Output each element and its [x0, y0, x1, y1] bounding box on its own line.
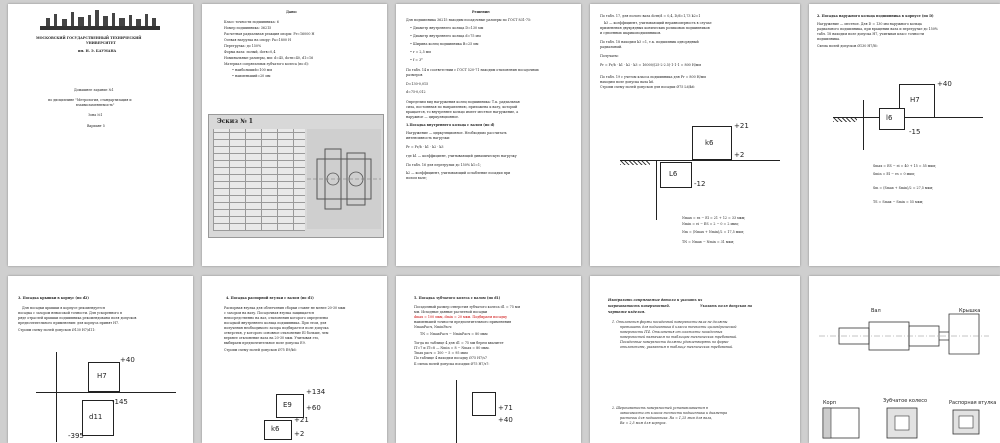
nominal-axis [656, 160, 657, 220]
given-title: Дано: [286, 10, 297, 14]
field-label-H7: H7 [910, 96, 920, 104]
solution-line: По табл. 16 для перегрузки до 150% k1=1; [406, 163, 482, 167]
section-line: наименьшей точности предпочтительного применения [414, 320, 512, 324]
section-title: 5. Посадка зубчатого колеса с валом (по d1) [414, 296, 501, 300]
section-line: По таблице 4 находим посадку Ø75 H7/s7 [414, 356, 487, 360]
given-line: Номинальные размеры, мм: d=45, dотв=40, d1=16 [224, 56, 314, 60]
tolerance-field-d11 [82, 400, 114, 436]
section-line: Б схема полей допуска посадки Ø75 H7/s7: [414, 362, 490, 366]
requirement-line: Ra = 2,5 мкм для корпуса. [620, 421, 667, 425]
fit-formula: TS = Smax − Smin = 55 мкм; [873, 200, 924, 204]
requirements-title3: Указать поля допусков на [700, 304, 753, 308]
sketch-photo [208, 114, 384, 238]
solution-line: • Ширина колец подшипника B=25 мм [410, 42, 479, 46]
fit-formula: Smin = EI − es = 0 мкм; [873, 172, 915, 176]
page-10-drawings [809, 276, 1000, 443]
requirements-title4: чертеже изделия. [608, 310, 646, 314]
deviation-es: -145 [112, 398, 128, 406]
deviation-ES: +40 [120, 356, 135, 364]
page-4-calc [590, 4, 800, 266]
section-line: радиального подшипника, при вращении вала и перегрузке до 150% [817, 27, 938, 31]
field-label-L6: L6 [669, 170, 678, 178]
section-line: Посадочный размер отверстия зубчатого колеса d1 = 75 мм [414, 305, 521, 309]
fit-formula: Smax = ES − ei = 40 + 15 = 55 мкм; [873, 164, 937, 168]
fit-formula: Nmin = ei − ES = 2 − 0 = 2 мкм; [682, 222, 739, 226]
sketch-table [213, 129, 305, 231]
requirement-line: 1. Отклонения формы посадочной поверхности вала не должны [612, 320, 728, 324]
section-line-highlight: dmax = 100 мкм, dmin = 20 мкм. Подбираем посадку [414, 315, 508, 319]
section-line: Схема полей допусков Ø130 H7/l6: [817, 44, 878, 48]
solution-line: D=130-0,015 [406, 82, 429, 86]
given-line: Осевая нагрузка на опору: Fa=1800 Н [224, 38, 291, 42]
section-line: непосредственно на вал, отклонения которого определены [224, 316, 328, 320]
solution-line: d=75-0,012 [406, 90, 426, 94]
solution-line: интенсивность нагрузки: [406, 136, 451, 140]
calc-line: применения двухрядных конических роликовых подшипников [600, 26, 710, 30]
page-2-given [202, 4, 387, 266]
requirement-line: поверхностей назначаем по таблицам технических требований. [620, 335, 738, 339]
given-line: • наименьший=20 мм [232, 74, 271, 78]
solution-line: • Диаметр внутреннего кольца D=130 мм [410, 26, 484, 30]
page-3-solution [396, 4, 581, 266]
variant-label: Вариант 5 [87, 124, 105, 128]
nominal-axis [863, 100, 864, 150]
solution-line: где k1 — коэффициент, учитывающий динамическую нагрузку [406, 154, 517, 158]
university-name-line3: им. Н. Э. БАУМАНА [78, 49, 117, 53]
page-1-title [8, 4, 193, 266]
section-line: мм. Исходные данные расчетной посадки [414, 310, 488, 314]
housing-drawing-icon [817, 402, 867, 442]
solution-line: полом вале; [406, 176, 427, 180]
deviation-ES: +40 [937, 80, 952, 88]
solution-line: сила, постоянная по направлению, приложена к валу, который [406, 105, 518, 109]
calc-line: Pr = Fr/b · k1 · k2 · k3 = 16000/(25-2·2.5)·1·1·1 = 800 Н/мм [600, 63, 701, 67]
section-line: Тогда по таблице 4 для d1 = 75 мм берем квалитет [414, 341, 504, 345]
section-line: IT=7 и IT=8 — Nmin = 8 − Nmax = 80 мкм. [414, 346, 490, 350]
section-line: посадка с зазором невысокой точности. Для ускоренного в [18, 311, 122, 315]
housing-label: Корп [823, 400, 837, 406]
requirement-line: превышать для подшипника 6 класса точности цилиндрической [620, 325, 737, 329]
requirement-line: расточки для подшипника. Ra = 1,25 мкм для вала, [620, 416, 713, 420]
solution-line: наружное — циркуляционное. [406, 115, 460, 119]
section-line: предпочтительного применения: для корпуса принят H7. [18, 321, 120, 325]
field-label-k6: k6 [705, 139, 714, 147]
deviation-ES: +134 [306, 388, 326, 396]
given-line: Класс точности подшипника: 6 [224, 20, 279, 24]
section-line: TN = NmaxРасч − NminРасч = 80 мкм [420, 332, 488, 336]
section-line: Строим схему полей допусков Ø75 E9/k6: [224, 348, 297, 352]
field-label-E9: E9 [283, 401, 292, 409]
page-8-gear [396, 276, 581, 443]
solution-line: размеров [406, 73, 423, 77]
subject-line2: взаимозаменяемость" [76, 103, 115, 107]
fit-formula: TN = Nmax − Nmin = 31 мкм; [682, 240, 735, 244]
section-line: NmaxРасч, NminРасч [414, 325, 452, 329]
calc-line: Строим схему полей допусков для посадки Ø75 L6/k6: [600, 85, 696, 89]
deviation-es: +71 [498, 404, 513, 412]
given-line: Номер подшипника: 36215 [224, 26, 272, 30]
solution-line: По табл. 14 в соответствии с ГОСТ 520-71 находим отклонения посадочных [406, 68, 539, 72]
zone-label: Зона №1 [88, 113, 103, 117]
section-line: Распорная втулка для облегчения сборки ставят не менее 20-30 мкм [224, 306, 346, 310]
deviation-es: +21 [734, 122, 749, 130]
cover-label: Крышка [959, 308, 981, 314]
university-emblem-icon [40, 10, 160, 32]
deviation-es: +21 [294, 416, 309, 424]
section-title: 3. Посадка крышки в корпус (по d2) [18, 296, 89, 300]
page-5-outer-ring [809, 4, 1000, 266]
tolerance-field-k6 [264, 420, 292, 440]
given-line: Форма вала: полый, dотв=0,4 [224, 50, 276, 54]
tolerance-field-H7 [88, 362, 120, 392]
fit-formula: Nmax = es − EI = 21 + 12 = 33 мкм; [682, 216, 746, 220]
nominal-axis [456, 380, 457, 443]
section-line: Строим схему полей допусков Ø130 H7/d11: [18, 328, 96, 332]
solution-line: 1.Посадка внутреннего кольца с валом (по d) [406, 123, 495, 127]
solution-line: Определим вид нагружения колец подшипника: Т.к. радиальная [406, 100, 520, 104]
zero-line-hatch [833, 118, 857, 122]
section-line: посадкой внутреннего кольца подшипника. При этом, для [224, 321, 327, 325]
section-line: Нагружение — местное. Для D = 130 мм наружного кольца [817, 22, 922, 26]
nominal-axis [56, 352, 57, 442]
deviation-ei: +40 [498, 416, 513, 424]
deviation-ei: +2 [294, 430, 305, 438]
solution-line: Pr = Fr/b · k1 · k2 · k3 [406, 145, 444, 149]
homework-title: Домашнее задание №1 [74, 88, 114, 92]
calc-line: По табл. 17, для полого вала dотв/d = 0,4, D/d=1,73 k2=1 [600, 14, 701, 18]
section-line: получения необходимого зазора подбирается поле допуска [224, 326, 329, 330]
solution-line: вращается, то внутреннее кольцо имеет местное нагружение, а [406, 110, 519, 114]
calc-line: радиальный. [600, 45, 623, 49]
given-line: Расчетная радиальная реакция опоры: Fr=16000 Н [224, 32, 315, 36]
solution-line: • Диаметр внутреннего кольца d=75 мм [410, 34, 481, 38]
given-line: Материал сопрягаемых зубчатого колеса (по d): [224, 62, 309, 66]
solution-line: k2 — коэффициент, учитывающий ослабление посадки при [406, 171, 511, 175]
gear-drawing-icon [879, 402, 929, 442]
requirement-line: отклонениям, указанным в таблице технических требований. [620, 345, 734, 349]
deviation-ei: +2 [734, 151, 745, 159]
tolerance-field-s7 [472, 392, 496, 416]
calc-line: По табл. 19 с учетом класса подшипника для Pr = 800 Н/мм [600, 75, 706, 79]
requirements-title: Изобразить сопрягаемые детали и указать их [608, 298, 703, 302]
requirement-line: зависимости от класса точности подшипника и диаметра [620, 411, 728, 415]
section-line: верхнее отклонение вала на 20-30 мкм. Учитывая это, [224, 336, 320, 340]
section-title: 2. Посадка наружного кольца подшипника в корпусе (по D) [817, 14, 934, 18]
solution-line: • r = 2,5 мм [410, 50, 431, 54]
solution-line: Для подшипника 36215 находим посадочные размеры по ГОСТ 831-75: [406, 18, 532, 22]
tolerance-field-L6 [660, 162, 692, 188]
page-7-sleeve [202, 276, 387, 443]
university-name-line2: УНИВЕРСИТЕТ [86, 41, 116, 45]
sleeve-label: Распорная втулка [949, 400, 997, 406]
assembly-drawing-icon [307, 129, 381, 229]
section-line: Тmax расч = 100 − 5 = 95 мкм [414, 351, 468, 355]
subject-line1: по дисциплине "Метрология, стандартизация и [48, 98, 132, 102]
calc-line: и сдвоенных шарикоподшипников. [600, 31, 662, 35]
deviation-ei: -395 [68, 432, 84, 440]
zero-line [36, 392, 176, 393]
deviation-ei-ring: -12 [694, 180, 706, 188]
sketch-title: Эскиз № 1 [217, 118, 253, 125]
given-line: Перегрузка: до 150% [224, 44, 262, 48]
deviation-EI: +60 [306, 404, 321, 412]
page-6-cover [8, 276, 193, 443]
tolerance-field-E9 [276, 394, 304, 418]
given-line: • наибольший=100 мм [232, 68, 272, 72]
sleeve-drawing-icon [943, 402, 993, 442]
section-line: ряде отраслей крышки подшипника рекомендованы поля допусков [18, 316, 137, 320]
tolerance-field-l6 [879, 108, 905, 130]
calc-line: Получаем: [600, 54, 619, 58]
solution-line: • f = 3° [410, 58, 423, 62]
calc-line: находим поле допуска вала k6. [600, 80, 655, 84]
requirement-line: поверхности IT4. Отклонения от соосности посадочных [620, 330, 723, 334]
field-label-H7: H7 [97, 372, 107, 380]
field-label-k6: k6 [271, 425, 280, 433]
requirement-line: Посадочные поверхности должны удовлетворять по форме [620, 340, 729, 344]
deviation-es: -15 [909, 128, 921, 136]
field-label-l6: l6 [886, 114, 893, 122]
fit-formula: Nm = (Nmax + Nmin)/2 = 17,5 мкм; [682, 230, 745, 234]
section-line: отверстия, у которого основное отклонение EI больше, чем [224, 331, 329, 335]
university-name-line1: МОСКОВСКИЙ ГОСУДАРСТВЕННЫЙ ТЕХНИЧЕСКИЙ [36, 36, 142, 40]
section-line: с зазором на валу. Посадочная втулка защищается [224, 311, 315, 315]
section-line: выбираем предпочтительное поле допуска E9. [224, 341, 306, 345]
field-label-d11: d11 [89, 413, 103, 421]
calc-line: По табл. 18 находим k3 =1, т.к. подшипник однорядный [600, 40, 699, 44]
requirements-title2: шероховатость поверхностей. [608, 304, 670, 308]
shaft-label: Вал [871, 308, 881, 314]
tolerance-field-k6 [692, 126, 732, 160]
section-line: подшипника. [817, 37, 841, 41]
fit-formula: Sm = (Smax + Smin)/2 = 27,5 мкм; [873, 186, 934, 190]
zero-line-hatch [620, 161, 650, 165]
page-9-requirements [590, 276, 800, 443]
section-title: 4. Посадка распорной втулки с валом (по d1) [226, 296, 314, 300]
solution-title: Решение: [472, 10, 491, 14]
solution-line: Нагружение — циркуляционное. Необходимо рассчитать [406, 131, 507, 135]
section-line: табл. 18 находим поле допуска H7, учитывая класс точности [817, 32, 925, 36]
requirement-line: 2. Шероховатость поверхностей устанавливается в [612, 406, 708, 410]
gear-label: Зубчатое колесо [883, 398, 928, 404]
section-line: Для посадки крышки в корпусе рекомендуется [22, 306, 105, 310]
calc-line: k3 — коэффициент, учитывающий неравномерность в случае [604, 21, 712, 25]
